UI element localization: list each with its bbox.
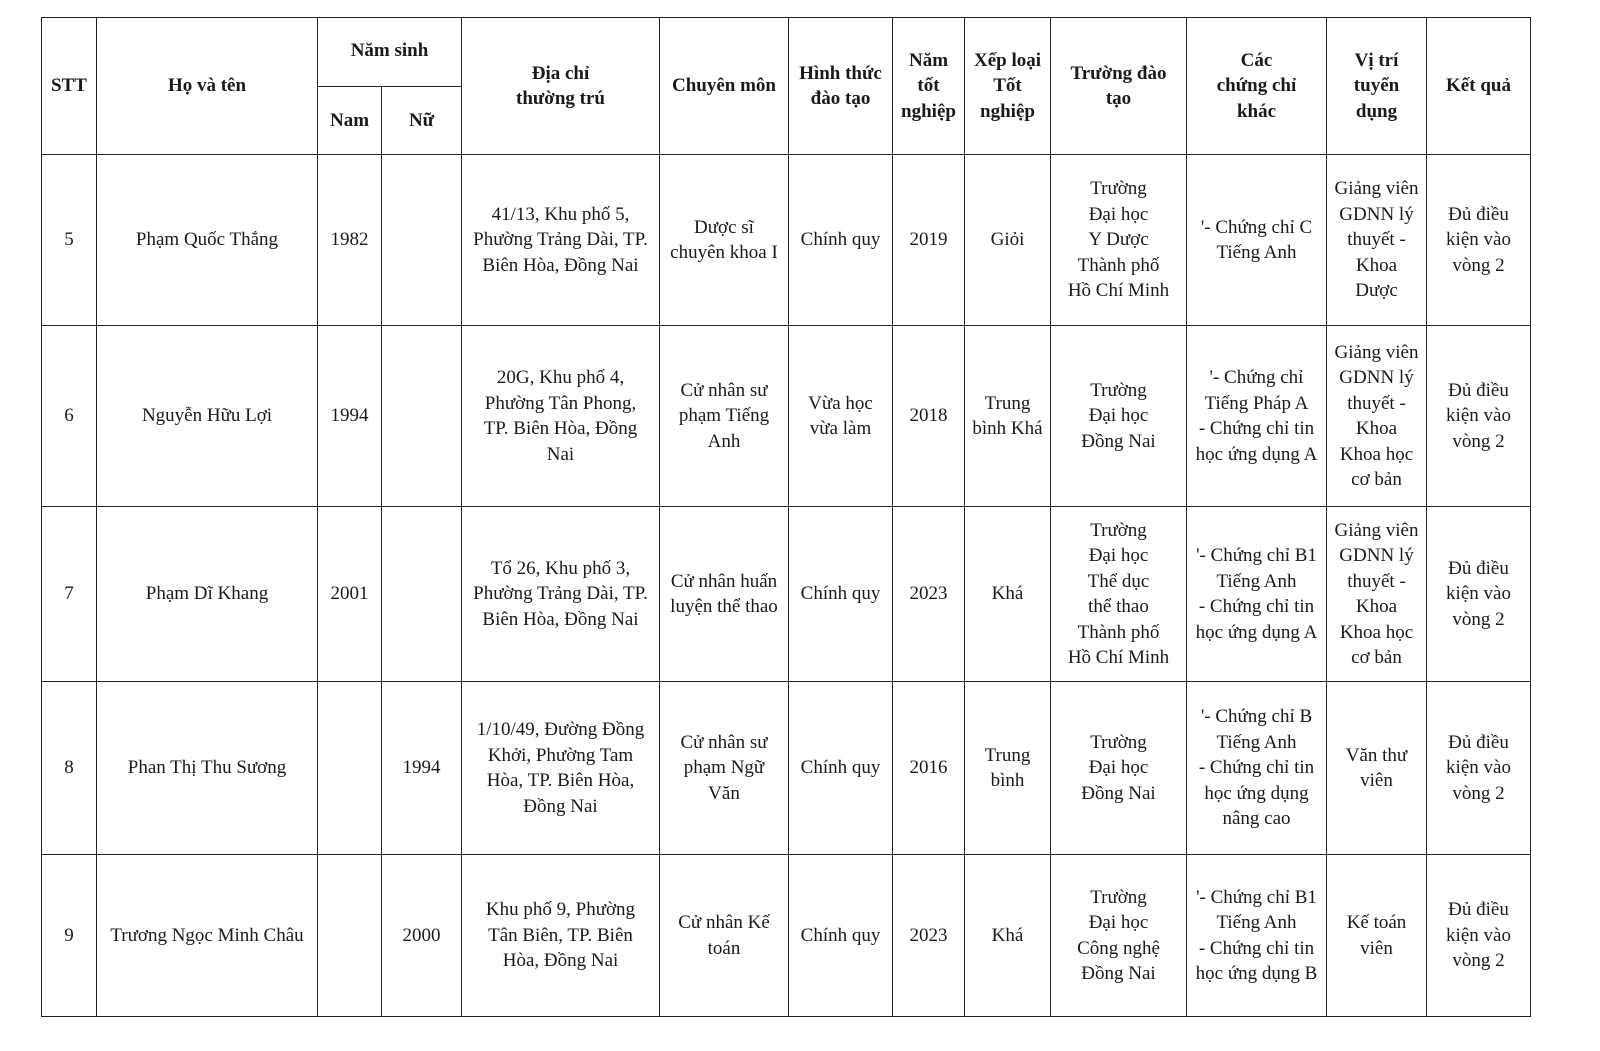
cell-birth-male: 1994 [318, 326, 382, 507]
header-training-form: Hình thức đào tạo [789, 18, 893, 155]
cell-birth-female [382, 155, 462, 326]
table-row [42, 855, 1531, 1017]
cell-training-form: Chính quy [789, 855, 893, 1017]
cell-grad-year: 2018 [893, 326, 965, 507]
cell-position: Giảng viên GDNN lý thuyết - Khoa Khoa học cơ bản [1327, 507, 1427, 682]
cell-certs: '- Chứng chỉ B1 Tiếng Anh - Chứng chỉ tin học ứng dụng A [1187, 507, 1327, 682]
cell-name: Phan Thị Thu Sương [97, 682, 318, 855]
header-male: Nam [318, 87, 382, 155]
cell-address: 20G, Khu phố 4, Phường Tân Phong, TP. Biên Hòa, Đồng Nai [462, 326, 660, 507]
header-school: Trường đào tạo [1051, 18, 1187, 155]
cell-rank: Khá [965, 855, 1051, 1017]
cell-specialty: Cử nhân sư phạm Ngữ Văn [660, 682, 789, 855]
cell-training-form: Chính quy [789, 155, 893, 326]
cell-rank: Trung bình Khá [965, 326, 1051, 507]
cell-training-form: Chính quy [789, 682, 893, 855]
cell-birth-female [382, 507, 462, 682]
cell-specialty: Cử nhân sư phạm Tiếng Anh [660, 326, 789, 507]
cell-rank: Giỏi [965, 155, 1051, 326]
cell-specialty: Dược sĩ chuyên khoa I [660, 155, 789, 326]
cell-stt: 8 [42, 682, 97, 855]
cell-name: Phạm Dĩ Khang [97, 507, 318, 682]
cell-training-form: Chính quy [789, 507, 893, 682]
table-row [42, 682, 1531, 855]
header-result: Kết quả [1427, 18, 1531, 155]
cell-result: Đủ điều kiện vào vòng 2 [1427, 682, 1531, 855]
cell-position: Giảng viên GDNN lý thuyết - Khoa Dược [1327, 155, 1427, 326]
table-row [42, 326, 1531, 507]
header-position: Vị trí tuyển dụng [1327, 18, 1427, 155]
cell-certs: '- Chứng chỉ B1 Tiếng Anh - Chứng chỉ tin học ứng dụng B [1187, 855, 1327, 1017]
cell-certs: '- Chứng chỉ C Tiếng Anh [1187, 155, 1327, 326]
header-name: Họ và tên [97, 18, 318, 155]
cell-address: 41/13, Khu phố 5, Phường Trảng Dài, TP. Biên Hòa, Đồng Nai [462, 155, 660, 326]
cell-birth-male [318, 855, 382, 1017]
cell-stt: 5 [42, 155, 97, 326]
cell-school: Trường Đại học Thể dục thể thao Thành phố Hồ Chí Minh [1051, 507, 1187, 682]
cell-certs: '- Chứng chỉ B Tiếng Anh - Chứng chỉ tin học ứng dụng nâng cao [1187, 682, 1327, 855]
header-female: Nữ [382, 87, 462, 155]
cell-specialty: Cử nhân huấn luyện thể thao [660, 507, 789, 682]
cell-address: 1/10/49, Đường Đồng Khởi, Phường Tam Hòa, TP. Biên Hòa, Đồng Nai [462, 682, 660, 855]
cell-birth-male [318, 682, 382, 855]
cell-name: Trương Ngọc Minh Châu [97, 855, 318, 1017]
header-grad-year: Năm tốt nghiệp [893, 18, 965, 155]
cell-school: Trường Đại học Y Dược Thành phố Hồ Chí Minh [1051, 155, 1187, 326]
cell-birth-female: 2000 [382, 855, 462, 1017]
cell-training-form: Vừa học vừa làm [789, 326, 893, 507]
header-specialty: Chuyên môn [660, 18, 789, 155]
cell-rank: Khá [965, 507, 1051, 682]
table-header [42, 18, 1531, 155]
cell-stt: 6 [42, 326, 97, 507]
cell-grad-year: 2023 [893, 855, 965, 1017]
cell-name: Phạm Quốc Thắng [97, 155, 318, 326]
cell-rank: Trung bình [965, 682, 1051, 855]
cell-stt: 9 [42, 855, 97, 1017]
table-row [42, 155, 1531, 326]
cell-grad-year: 2019 [893, 155, 965, 326]
candidate-table-sheet [41, 17, 1531, 1017]
cell-school: Trường Đại học Đồng Nai [1051, 682, 1187, 855]
header-address: Địa chỉ thường trú [462, 18, 660, 155]
cell-specialty: Cử nhân Kế toán [660, 855, 789, 1017]
header-stt: STT [42, 18, 97, 155]
cell-certs: '- Chứng chỉ Tiếng Pháp A - Chứng chỉ tin học ứng dụng A [1187, 326, 1327, 507]
cell-result: Đủ điều kiện vào vòng 2 [1427, 855, 1531, 1017]
header-birth-year: Năm sinh [318, 18, 462, 87]
cell-result: Đủ điều kiện vào vòng 2 [1427, 326, 1531, 507]
cell-birth-female [382, 326, 462, 507]
cell-result: Đủ điều kiện vào vòng 2 [1427, 155, 1531, 326]
cell-grad-year: 2023 [893, 507, 965, 682]
cell-address: Tổ 26, Khu phố 3, Phường Trảng Dài, TP. Biên Hòa, Đồng Nai [462, 507, 660, 682]
table-row [42, 507, 1531, 682]
header-rank: Xếp loại Tốt nghiệp [965, 18, 1051, 155]
cell-position: Giảng viên GDNN lý thuyết - Khoa Khoa học cơ bản [1327, 326, 1427, 507]
cell-school: Trường Đại học Đồng Nai [1051, 326, 1187, 507]
candidate-table [41, 17, 1531, 1017]
cell-position: Kế toán viên [1327, 855, 1427, 1017]
cell-position: Văn thư viên [1327, 682, 1427, 855]
cell-birth-male: 1982 [318, 155, 382, 326]
cell-name: Nguyễn Hữu Lợi [97, 326, 318, 507]
cell-grad-year: 2016 [893, 682, 965, 855]
cell-result: Đủ điều kiện vào vòng 2 [1427, 507, 1531, 682]
cell-birth-male: 2001 [318, 507, 382, 682]
cell-address: Khu phố 9, Phường Tân Biên, TP. Biên Hòa, Đồng Nai [462, 855, 660, 1017]
cell-birth-female: 1994 [382, 682, 462, 855]
cell-school: Trường Đại học Công nghệ Đồng Nai [1051, 855, 1187, 1017]
cell-stt: 7 [42, 507, 97, 682]
header-certs: Các chứng chỉ khác [1187, 18, 1327, 155]
